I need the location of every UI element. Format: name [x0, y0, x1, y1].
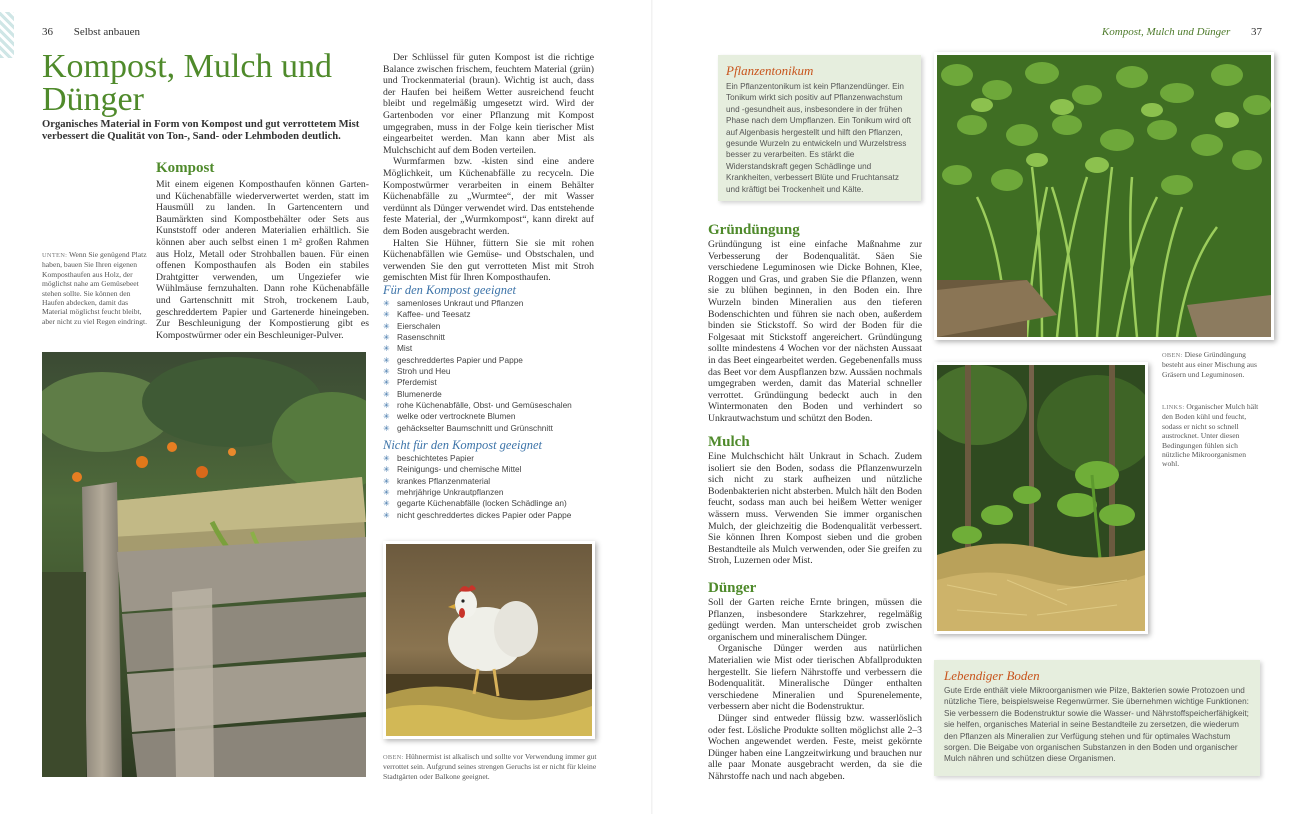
- duenger-heading: Dünger: [708, 580, 757, 596]
- kompost-heading: Kompost: [156, 160, 215, 176]
- list-item: ✳ Stroh und Heu: [383, 366, 603, 377]
- mulch-paragraph: Eine Mulchschicht hält Unkraut in Schach. Zudem isoliert sie den Boden, sodass die Pflanzenwurzeln sich nicht zu stark aufheizen und nützliche Bodenbakterien nicht absterben. Mulch hält den Boden feucht, sodass man auch bei heißem Wetter weniger wässern muss. Verwenden Sie immer organischen Mulch, der gleichzeitig die Bodenqualität verbessert. Sie können Ihren Kompost sieben und die groben Bestandteile als Mulch verwenden, oder Sie greifen zu Stroh, Luzernen oder Mist.: [708, 451, 922, 567]
- caption-text: Wenn Sie genügend Platz haben, bauen Sie Ihren eigenen Komposthaufen aus Holz, der möglichst nahe am Gemüsebeet stehen sollte. Sie können den Haufen abdecken, damit das Material möglichst feucht bleibt, aber nicht zu viel Regen eindringt.: [42, 250, 148, 326]
- list-item: ✳ Blumenerde: [383, 389, 603, 400]
- compost-bin-image: [42, 352, 366, 777]
- list-good-title: Für den Kompost geeignet: [383, 283, 516, 297]
- caption-compost-bin: [42, 250, 148, 326]
- green-manure-photo: [934, 52, 1274, 340]
- caption-text: Diese Gründüngung besteht aus einer Mischung aus Gräsern und Leguminosen.: [1162, 350, 1257, 379]
- list-item: ✳ mehrjährige Unkrautpflanzen: [383, 487, 603, 498]
- caption-lead: OBEN:: [383, 754, 404, 761]
- duenger-paragraph-1: Soll der Garten reiche Ernte bringen, müssen die Pflanzen, insbesondere Starkzehrer, regelmäßig gedüngt werden. Man unterscheidet grob zwischen organischem und mineralischem Dünger.: [708, 597, 922, 643]
- corner-ornament: [0, 12, 14, 58]
- list-item: ✳ Rasenschnitt: [383, 332, 603, 343]
- right-folio: [1102, 26, 1262, 38]
- caption-green-manure: [1162, 350, 1262, 379]
- col2-body: [383, 52, 594, 284]
- list-item: ✳ geschreddertes Papier und Pappe: [383, 355, 603, 366]
- caption-text: Organischer Mulch hält den Boden kühl und feucht, sodass er nicht so schnell austrocknet. Unter diesen Bedingungen fühlen sich nützliche Mikroorganismen wohl.: [1162, 402, 1259, 469]
- left-folio: [42, 26, 140, 38]
- gruenduengung-body: [708, 239, 922, 425]
- chicken-image: [386, 544, 592, 736]
- tonikum-text: Ein Pflanzentonikum ist kein Pflanzendünger. Ein Tonikum wirkt sich positiv auf Pflanzenwachstum und -gesundheit aus, insbesondere in der frühen Phase nach dem Umpflanzen. Ein Tonikum wird oft auf Algenbasis hergestellt und hilft den Pflanzen, gesunde Wurzeln zu entwickeln und Wurzelstress besser zu verarbeiten. Es stärkt die Widerstandskraft gegen Schädlinge und Krankheiten, verbessert Blüte und Fruchtansatz und kräftigt bei Trockenheit und Kälte.: [726, 82, 912, 194]
- page-gutter: [651, 0, 653, 814]
- list-bad: [383, 453, 603, 521]
- list-bad-title: Nicht für den Kompost geeignet: [383, 438, 543, 452]
- green-manure-image: [937, 55, 1271, 337]
- list-item: ✳ welke oder vertrocknete Blumen: [383, 411, 603, 422]
- caption-lead: OBEN:: [1162, 352, 1183, 359]
- list-item: ✳ Mist: [383, 343, 603, 354]
- right-page-number: 37: [1251, 26, 1262, 38]
- title-line-2: Dünger: [42, 81, 144, 118]
- gruenduengung-paragraph: Gründüngung ist eine einfache Maßnahme zur Verbesserung der Bodenqualität. Säen Sie verschiedene Leguminosen wie Dicke Bohnen, Klee, Roggen und Gras, und graben Sie die Pflanzen, wenn sie zu blühen beginnen, in den Boden ein. Ihre Wurzeln binden Mineralien aus den tieferen Bodenschichten und führen sie nach oben, außerdem binden sie Stickstoff. So wird der Boden für die Folgesaat mit Stickstoff angereichert. Gründüngung sollte mindestens 4 Wochen vor der nächsten Aussaat in das Beet eingearbeitet werden. Gegebenenfalls muss das Beet vor dem Auspflanzen bzw. Aussäen nochmals umgegraben werden, damit das Material schneller verrottet. Gründüngung bedeckt auch in den Wintermonaten den Boden und verhindert so Unkrautwachstum und schützt den Boden.: [708, 239, 922, 424]
- list-item: ✳ gegarte Küchenabfälle (locken Schädlinge an): [383, 498, 603, 509]
- gruenduengung-heading: Gründüngung: [708, 222, 800, 238]
- list-item: ✳ Eierschalen: [383, 321, 603, 332]
- duenger-paragraph-2: Organische Dünger werden aus natürlichen Materialien wie Mist oder tierischen Abfallprodukten hergestellt. Sie liefern Nährstoffe und verbessern die Bodenqualität. Mineralische Dünger enthalten verschiedene Mineralien und Spurenelemente, verbessern aber nicht die Bodenstruktur.: [708, 643, 922, 713]
- col2-paragraph-2: Wurmfarmen bzw. -kisten sind eine andere Möglichkeit, um Küchenabfälle zu recyceln. Die Kompostwürmer verarbeiten in einem Behälter Küchenabfälle zu „Wurmtee“, der mit Wasser verdünnt als Dünger verwendet wird. Das entstehende feste Material, der „Wurmkompost“, kann direkt auf dem Boden ausgebracht werden.: [383, 156, 594, 237]
- list-item: ✳ beschichtetes Papier: [383, 453, 603, 464]
- caption-lead: UNTEN:: [42, 252, 68, 259]
- duenger-body: [708, 597, 922, 783]
- lebendiger-boden-box: [934, 660, 1260, 776]
- left-running-title: Selbst anbauen: [73, 26, 141, 38]
- caption-text: Hühnermist ist alkalisch und sollte vor Verwendung immer gut verrottet sein. Aufgrund seines strengen Geruchs ist er nicht für kleine Stadtgärten oder Balkone geeignet.: [383, 752, 597, 781]
- col2-paragraph-3: Halten Sie Hühner, füttern Sie sie mit rohen Küchenabfällen wie Gemüse- und Obstschalen, und verwenden Sie den gut verrotteten Mist mit Stroh gemischten Mist für Ihren Komposthaufen.: [383, 237, 594, 284]
- boden-title: Lebendiger Boden: [944, 668, 1040, 683]
- kompost-body: [156, 179, 369, 341]
- list-item: ✳ Pferdemist: [383, 377, 603, 388]
- tonikum-box: [718, 55, 921, 201]
- list-item: ✳ samenloses Unkraut und Pflanzen: [383, 298, 603, 309]
- caption-chicken: [383, 752, 598, 781]
- compost-bin-photo: [42, 352, 366, 777]
- list-item: ✳ Reinigungs- und chemische Mittel: [383, 464, 603, 475]
- tonikum-title: Pflanzentonikum: [726, 63, 814, 78]
- chicken-photo: [383, 541, 595, 739]
- list-item: ✳ krankes Pflanzenmaterial: [383, 476, 603, 487]
- left-page-number: 36: [42, 26, 53, 38]
- mulch-body: [708, 451, 922, 567]
- right-running-title: Kompost, Mulch und Dünger: [1101, 26, 1231, 38]
- intro-text: Organisches Material in Form von Kompost und gut verrottetem Mist verbessert die Qualität von Ton-, Sand- oder Lehmboden deutlich.: [42, 119, 360, 143]
- caption-lead: LINKS:: [1162, 404, 1185, 411]
- list-item: ✳ gehäckselter Baumschnitt und Grünschnitt: [383, 423, 603, 434]
- mulch-heading: Mulch: [708, 434, 750, 450]
- title-line-1: Kompost, Mulch und: [42, 48, 332, 85]
- list-item: ✳ nicht geschreddertes dickes Papier oder Pappe: [383, 510, 603, 521]
- duenger-paragraph-3: Dünger sind entweder flüssig bzw. wasserlöslich oder fest. Lösliche Produkte sollten möglichst alle 2–3 Wochen angewendet werden. Feste, meist gekörnte Dünger haben eine Langzeitwirkung und brauchen nur alle paar Monate ausgebracht werden, da sie die Nährstoffe nach und nach abgeben.: [708, 712, 922, 782]
- list-item: ✳ Kaffee- und Teesatz: [383, 309, 603, 320]
- caption-mulch: [1162, 402, 1262, 469]
- kompost-paragraph: Mit einem eigenen Komposthaufen können Garten- und Küchenabfälle wiederverwertet werden, statt im Hausmüll zu landen. In Gartencentern und Baumärkten sind Kompostbehälter oder Sets aus Kunststoff oder anderen Materialien erhältlich. Sie können aber auch selbst einen 1 m² großen Rahmen aus Holz, Metall oder Strohballen bauen. Für einen offenen Komposthaufen als Boden ein stabiles Drahtgitter verwenden, um Ungeziefer wie Wühlmäuse fernzuhalten. Dann rohe Küchenabfälle und Gartenschnitt mit Stroh, trockenem Laub, geschreddertem Papier und Gartenerde hineingeben. Zur Beschleunigung der Kompostierung gibt es Kompostwürmer oder ein Beschleuniger-Pulver.: [156, 179, 369, 341]
- page-title: [42, 50, 372, 116]
- boden-text: Gute Erde enthält viele Mikroorganismen wie Pilze, Bakterien sowie Protozoen und nützliche Tiere, beispielsweise Regenwürmer. Sie übernehmen wichtige Funktionen: Sie verbessern die Bodenstruktur sowie die Wasser- und Nährstoffspeicherfähigkeit; sie helfen, organisches Material in seine Bestandteile zu zersetzen, die wiederum den Pflanzen als Mineralien zur Verfügung stehen und für optimales Wachstum sorgen. Die Beigabe von organischen Substanzen in den Boden und organischer Mulch nähren und schützen diese Organismen.: [944, 686, 1249, 764]
- col2-paragraph-1: Der Schlüssel für guten Kompost ist die richtige Balance zwischen frischem, feuchtem Material (grün) und Trockenmaterial (braun). Wichtig ist auch, dass der Haufen bei heißem Wetter ausreichend feucht bleibt und regelmäßig umgesetzt wird. Wird der Gartenboden vor einer Pflanzung mit Kompost umgegraben, muss in der Folge kein tierischer Mist eingearbeitet werden. Man kann aber Mist als Mulchschicht auf dem Boden verteilen.: [383, 52, 594, 156]
- list-item: ✳ rohe Küchenabfälle, Obst- und Gemüseschalen: [383, 400, 603, 411]
- mulch-image: [937, 365, 1145, 631]
- mulch-photo: [934, 362, 1148, 634]
- list-good: [383, 298, 603, 434]
